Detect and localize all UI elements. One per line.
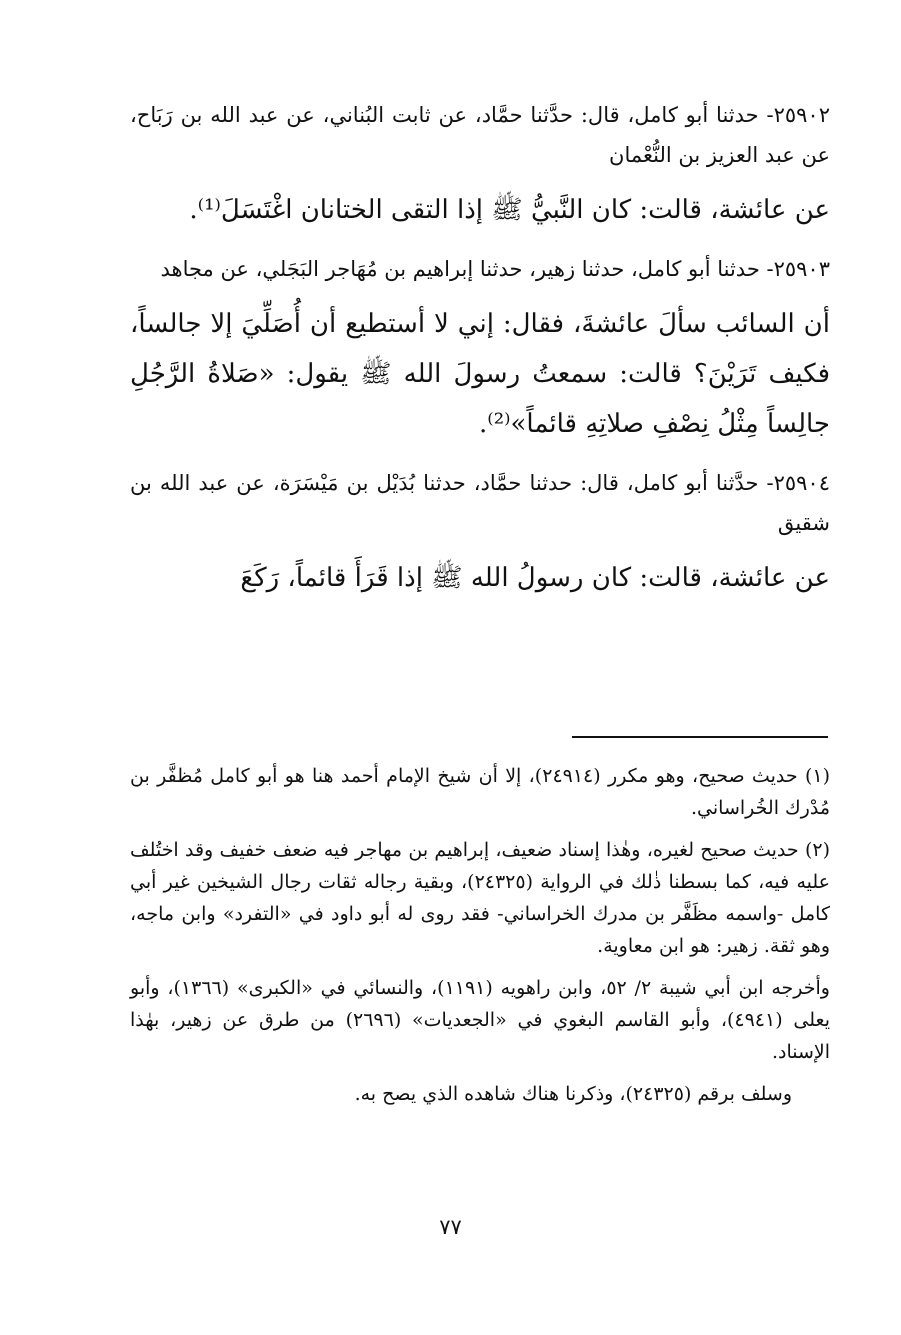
hadith-25902-matn: عن عائشة، قالت: كان النَّبيُّ ﷺ إذا التقى الختانان اغْتَسَلَ⁽¹⁾. (189, 195, 830, 225)
hadith-25902-isnad: ٢٥٩٠٢- حدثنا أبو كامل، قال: حدَّثنا حمَّاد، عن ثابت البُناني، عن عبد الله بن رَبَاح، عن عبد العزيز بن النُّعْمان (130, 103, 830, 167)
footnote-2: (٢) حديث صحيح لغيره، وهٰذا إسناد ضعيف، إبراهيم بن مهاجر فيه ضعف خفيف وقد اختُلف عليه فيه، كما بسطنا ذٰلك في الرواية (٢٤٣٢٥)، وبقية رجاله ثقات رجال الشيخين غير أبي كامل -واسمه مظَفَّر بن مدرك الخراساني- فقد روى له أبو داود في «التفرد» وابن ماجه، وهو ثقة. زهير: هو ابن معاوية. (130, 839, 830, 957)
footnote-2-cross-reference: وسلف برقم (٢٤٣٢٥)، وذكرنا هناك شاهده الذي يصح به. (354, 1083, 792, 1105)
hadith-25904-isnad: ٢٥٩٠٤- حدَّثنا أبو كامل، قال: حدثنا حمَّاد، حدثنا بُدَيْل بن مَيْسَرَة، عن عبد الله بن شقيق (130, 471, 830, 535)
footnote-2-takhrij: وأخرجه ابن أبي شيبة ٢/ ٥٢، وابن راهويه (١١٩١)، والنسائي في «الكبرى» (١٣٦٦)، وأبو يعلى (٤٩٤١)، وأبو القاسم البغوي في «الجعديات» (٢٦٩٦) من طرق عن زهير، بهٰذا الإسناد. (130, 977, 830, 1063)
footnote-divider (572, 736, 828, 738)
hadith-25904-matn: عن عائشة، قالت: كان رسولُ الله ﷺ إذا قَرَأَ قائماً، رَكَعَ (240, 563, 830, 593)
footnotes (130, 760, 830, 1120)
page-number: ٧٧ (439, 1215, 462, 1239)
footnote-1: (١) حديث صحيح، وهو مكرر (٢٤٩١٤)، إلا أن شيخ الإمام أحمد هنا هو أبو كامل مُظفَّر بن مُدْرك الخُراساني. (130, 765, 830, 819)
main-text (130, 95, 830, 603)
hadith-25903-matn: أن السائب سألَ عائشةَ، فقال: إني لا أستطيع أن أُصَلِّيَ إلا جالساً، فكيف تَرَيْنَ؟ قالت: سمعتُ رسولَ الله ﷺ يقول: «صَلاةُ الرَّجُلِ جالِساً مِثْلُ نِصْفِ صلاتِهِ قائماً»⁽²⁾. (130, 309, 830, 439)
hadith-25903-isnad: ٢٥٩٠٣- حدثنا أبو كامل، حدثنا زهير، حدثنا إبراهيم بن مُهَاجر البَجَلي، عن مجاهد (160, 257, 830, 281)
